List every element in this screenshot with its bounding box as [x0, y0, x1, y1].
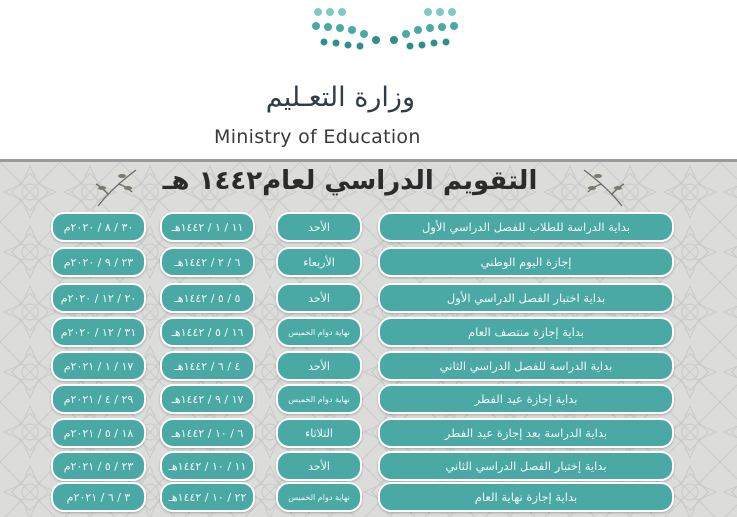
- hijri-date-cell: ٢٢ / ١٠ / ١٤٤٢هـ: [160, 482, 255, 512]
- calendar-row: [0, 384, 737, 416]
- event-cell: إجازة اليوم الوطني: [378, 247, 674, 277]
- calendar-row: [0, 418, 737, 450]
- day-cell: نهاية دوام الخميس: [276, 317, 362, 347]
- ministry-name-arabic: وزارة التعـليم: [265, 82, 415, 113]
- calendar-row: [0, 482, 737, 514]
- calendar-row: [0, 317, 737, 349]
- hijri-date-cell: ١١ / ١ / ١٤٤٢هـ: [160, 212, 255, 242]
- hijri-date-cell: ٦ / ١٠ / ١٤٤٢هـ: [160, 418, 255, 448]
- academic-calendar-panel: [0, 159, 737, 517]
- event-cell: بداية الدراسة للفصل الدراسي الثاني: [378, 351, 674, 381]
- day-cell: الأحد: [276, 351, 362, 381]
- calendar-title: التقويم الدراسي لعام١٤٤٢ هـ: [162, 166, 538, 196]
- event-cell: بداية إختبار الفصل الدراسي الثاني: [378, 451, 674, 481]
- gregorian-date-cell: ٣ / ٦ / ٢٠٢١م: [51, 482, 146, 512]
- gregorian-date-cell: ٢٩ / ٤ / ٢٠٢١م: [51, 384, 146, 414]
- gregorian-date-cell: ١٧ / ١ / ٢٠٢١م: [51, 351, 146, 381]
- day-cell: الأحد: [276, 212, 362, 242]
- gregorian-date-cell: ٢٣ / ٥ / ٢٠٢١م: [51, 451, 146, 481]
- day-cell: الأحد: [276, 451, 362, 481]
- ministry-logo-icon: [300, 2, 470, 52]
- calendar-row: [0, 247, 737, 279]
- day-cell: الأربعاء: [276, 247, 362, 277]
- event-cell: بداية اختبار الفصل الدراسي الأول: [378, 283, 674, 313]
- event-cell: بداية إجازة عيد الفطر: [378, 384, 674, 414]
- floral-branch-icon-left: [92, 166, 142, 208]
- floral-branch-icon-right: [578, 166, 628, 208]
- calendar-row: [0, 451, 737, 483]
- gregorian-date-cell: ١٨ / ٥ / ٢٠٢١م: [51, 418, 146, 448]
- hijri-date-cell: ٥ / ٥ / ١٤٤٢هـ: [160, 283, 255, 313]
- gregorian-date-cell: ٢٣ / ٩ / ٢٠٢٠م: [51, 247, 146, 277]
- event-cell: بداية إجازة نهاية العام: [378, 482, 674, 512]
- hijri-date-cell: ٦ / ٢ / ١٤٤٢هـ: [160, 247, 255, 277]
- event-cell: بداية الدراسة بعد إجازة عيد الفطر: [378, 418, 674, 448]
- day-cell: الثلاثاء: [276, 418, 362, 448]
- calendar-row: [0, 283, 737, 315]
- day-cell: الأحد: [276, 283, 362, 313]
- ministry-name-english: Ministry of Education: [214, 126, 421, 148]
- calendar-row: [0, 351, 737, 383]
- hijri-date-cell: ١٧ / ٩ / ١٤٤٢هـ: [160, 384, 255, 414]
- day-cell: نهاية دوام الخميس: [276, 384, 362, 414]
- hijri-date-cell: ١١ / ١٠ / ١٤٤٢هـ: [160, 451, 255, 481]
- event-cell: بداية الدراسة للطلاب للفصل الدراسي الأول: [378, 212, 674, 242]
- ministry-header: [0, 0, 737, 160]
- gregorian-date-cell: ٣١ / ١٢ / ٢٠٢٠م: [51, 317, 146, 347]
- day-cell: نهاية دوام الخميس: [276, 482, 362, 512]
- hijri-date-cell: ٤ / ٦ / ١٤٤٢هـ: [160, 351, 255, 381]
- calendar-row: [0, 212, 737, 244]
- event-cell: بداية إجازة منتصف العام: [378, 317, 674, 347]
- gregorian-date-cell: ٢٠ / ١٢ / ٢٠٢٠م: [51, 283, 146, 313]
- gregorian-date-cell: ٣٠ / ٨ / ٢٠٢٠م: [51, 212, 146, 242]
- hijri-date-cell: ١٦ / ٥ / ١٤٤٢هـ: [160, 317, 255, 347]
